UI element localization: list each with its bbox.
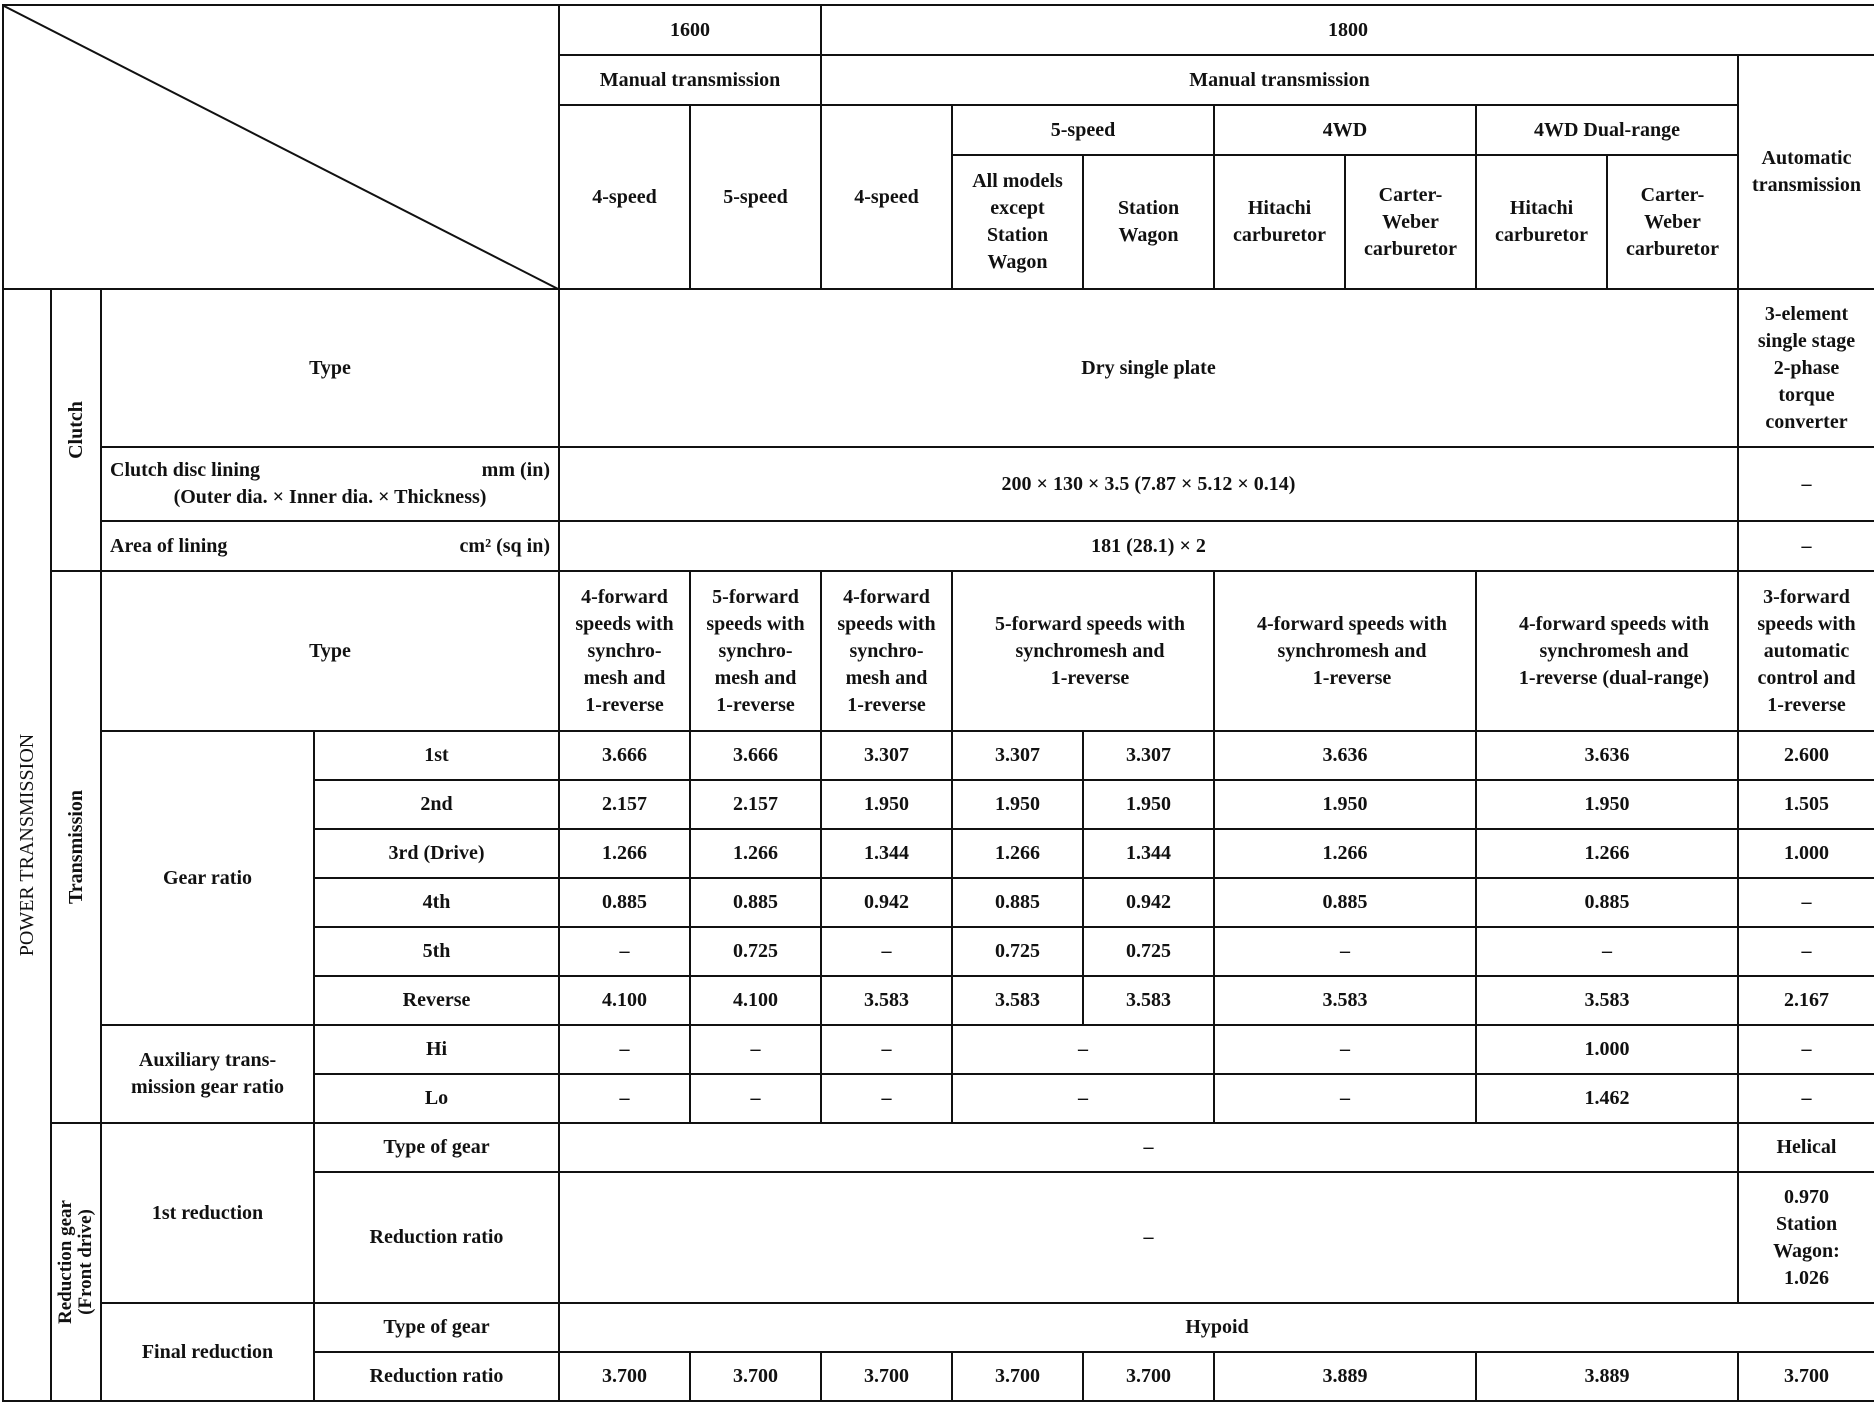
final-ratio-value: 3.700 (690, 1352, 821, 1401)
trans-type-5: 4-forward speeds with synchromesh and 1-reverse (1214, 571, 1476, 731)
gear-value: 3.666 (690, 731, 821, 780)
gear-value: 2.157 (690, 780, 821, 829)
trans-type-3: 4-forward speeds with synchro- mesh and 1-reverse (821, 571, 952, 731)
trans-type-6: 4-forward speeds with synchromesh and 1-reverse (dual-range) (1476, 571, 1738, 731)
final-ratio-value: 3.700 (952, 1352, 1083, 1401)
final-type-value: Hypoid (559, 1303, 1874, 1352)
aux-value: – (952, 1074, 1214, 1123)
gear-value: 0.942 (1083, 878, 1214, 927)
gear-value: 1.950 (1476, 780, 1738, 829)
clutch-type-label: Type (101, 289, 559, 447)
trans-type-1: 4-forward speeds with synchro- mesh and 1-reverse (559, 571, 690, 731)
first-reduction-label: 1st reduction (101, 1123, 314, 1303)
aux-value: – (821, 1025, 952, 1074)
final-ratio-value: 3.700 (559, 1352, 690, 1401)
gear-value: 4.100 (559, 976, 690, 1025)
gear-value: 1.950 (952, 780, 1083, 829)
aux-value: 1.000 (1476, 1025, 1738, 1074)
gear-value: 3.583 (1083, 976, 1214, 1025)
gear-value: 0.725 (1083, 927, 1214, 976)
gear-value: 1.266 (559, 829, 690, 878)
gear-value: 3.666 (559, 731, 690, 780)
header-col-4: All models except Station Wagon (952, 155, 1083, 289)
gear-value: 2.167 (1738, 976, 1874, 1025)
gear-value: 1.950 (1083, 780, 1214, 829)
area-lining-label (101, 521, 559, 571)
header-1800-manual: Manual transmission (821, 55, 1738, 105)
header-col-7: Carter-Weber carburetor (1345, 155, 1476, 289)
header-1800: 1800 (821, 5, 1874, 55)
gear-value: 4.100 (690, 976, 821, 1025)
gear-value: 3.636 (1476, 731, 1738, 780)
gear-value: 0.725 (952, 927, 1083, 976)
diagonal-line-icon (4, 6, 560, 290)
spec-table-wrapper (2, 4, 1874, 1402)
area-lining-unit: cm² (sq in) (459, 534, 550, 557)
gear-value: 0.885 (690, 878, 821, 927)
trans-type-label: Type (101, 571, 559, 731)
power-transmission-spec-table (2, 4, 1874, 1402)
clutch-type-value: Dry single plate (559, 289, 1738, 447)
gear-value: 0.885 (1476, 878, 1738, 927)
power-transmission-text: POWER TRANSMISSION (16, 733, 38, 957)
clutch-group (51, 289, 101, 571)
final-type-of-gear-label: Type of gear (314, 1303, 559, 1352)
clutch-disc-label (101, 447, 559, 521)
gear-value: 3.307 (1083, 731, 1214, 780)
gear-value: 1.505 (1738, 780, 1874, 829)
gear-ratio-label: Gear ratio (101, 731, 314, 1025)
final-ratio-value: 3.889 (1476, 1352, 1738, 1401)
gear-value: – (821, 927, 952, 976)
gear-value: – (1476, 927, 1738, 976)
header-4wd: 4WD (1214, 105, 1476, 155)
first-reduction-ratio-label: Reduction ratio (314, 1172, 559, 1303)
trans-type-2: 5-forward speeds with synchro- mesh and 1-reverse (690, 571, 821, 731)
header-automatic: Automatic transmission (1738, 55, 1874, 289)
gear-value: 1.000 (1738, 829, 1874, 878)
aux-label-hi: Hi (314, 1025, 559, 1074)
header-col-9: Carter-Weber carburetor (1607, 155, 1738, 289)
area-lining-auto: – (1738, 521, 1874, 571)
gear-value: 3.307 (821, 731, 952, 780)
trans-type-4: 5-forward speeds with synchromesh and 1-reverse (952, 571, 1214, 731)
clutch-disc-value: 200 × 130 × 3.5 (7.87 × 5.12 × 0.14) (559, 447, 1738, 521)
header-col-8: Hitachi carburetor (1476, 155, 1607, 289)
header-corner (3, 5, 559, 289)
transmission-group-text: Transmission (65, 789, 87, 905)
gear-label-reverse: Reverse (314, 976, 559, 1025)
gear-value: 2.157 (559, 780, 690, 829)
final-ratio-value: 3.700 (821, 1352, 952, 1401)
header-5speed: 5-speed (952, 105, 1214, 155)
transmission-group (51, 571, 101, 1123)
reduction-group (51, 1123, 101, 1401)
header-col-2: 5-speed (690, 105, 821, 289)
header-4wd-dual: 4WD Dual-range (1476, 105, 1738, 155)
gear-label-2nd: 2nd (314, 780, 559, 829)
aux-value: – (690, 1074, 821, 1123)
gear-value: 1.266 (1476, 829, 1738, 878)
gear-value: 1.950 (1214, 780, 1476, 829)
aux-value: – (559, 1025, 690, 1074)
final-ratio-value: 3.700 (1083, 1352, 1214, 1401)
gear-value: 0.942 (821, 878, 952, 927)
gear-value: 3.583 (1476, 976, 1738, 1025)
gear-value: 3.583 (952, 976, 1083, 1025)
gear-value: 2.600 (1738, 731, 1874, 780)
gear-label-3rd: 3rd (Drive) (314, 829, 559, 878)
first-ratio-auto: 0.970 Station Wagon: 1.026 (1738, 1172, 1874, 1303)
header-1600: 1600 (559, 5, 821, 55)
aux-value: – (1738, 1025, 1874, 1074)
gear-label-1st: 1st (314, 731, 559, 780)
first-type-auto: Helical (1738, 1123, 1874, 1172)
gear-value: 1.266 (1214, 829, 1476, 878)
header-col-3: 4-speed (821, 105, 952, 289)
gear-value: – (1738, 927, 1874, 976)
aux-ratio-label: Auxiliary trans- mission gear ratio (101, 1025, 314, 1123)
gear-value: 3.307 (952, 731, 1083, 780)
first-ratio-value: – (559, 1172, 1738, 1303)
first-type-value: – (559, 1123, 1738, 1172)
reduction-group-text: Reduction gear (Front drive) (55, 1200, 96, 1325)
area-lining-value: 181 (28.1) × 2 (559, 521, 1738, 571)
gear-label-5th: 5th (314, 927, 559, 976)
aux-value: – (1214, 1074, 1476, 1123)
final-ratio-value: 3.889 (1214, 1352, 1476, 1401)
clutch-type-auto: 3-element single stage 2-phase torque converter (1738, 289, 1874, 447)
header-col-1: 4-speed (559, 105, 690, 289)
aux-value: – (559, 1074, 690, 1123)
gear-value: 1.344 (1083, 829, 1214, 878)
gear-value: 1.950 (821, 780, 952, 829)
area-lining-label-text: Area of lining (110, 534, 228, 557)
gear-value: – (1214, 927, 1476, 976)
power-transmission-label (3, 289, 51, 1401)
aux-label-lo: Lo (314, 1074, 559, 1123)
clutch-disc-label-text: Clutch disc lining (110, 459, 261, 481)
gear-value: 1.266 (952, 829, 1083, 878)
gear-label-4th: 4th (314, 878, 559, 927)
header-col-6: Hitachi carburetor (1214, 155, 1345, 289)
gear-value: – (1738, 878, 1874, 927)
gear-value: 0.725 (690, 927, 821, 976)
aux-value: 1.462 (1476, 1074, 1738, 1123)
first-type-of-gear-label: Type of gear (314, 1123, 559, 1172)
aux-value: – (821, 1074, 952, 1123)
header-col-5: Station Wagon (1083, 155, 1214, 289)
clutch-disc-label-sub: (Outer dia. × Inner dia. × Thickness) (173, 486, 487, 508)
gear-value: 1.344 (821, 829, 952, 878)
gear-value: 1.266 (690, 829, 821, 878)
aux-value: – (1214, 1025, 1476, 1074)
clutch-group-text: Clutch (65, 401, 87, 459)
gear-value: 3.636 (1214, 731, 1476, 780)
aux-value: – (952, 1025, 1214, 1074)
final-reduction-ratio-label: Reduction ratio (314, 1352, 559, 1401)
gear-value: 0.885 (952, 878, 1083, 927)
gear-value: – (559, 927, 690, 976)
header-1600-manual: Manual transmission (559, 55, 821, 105)
trans-type-7: 3-forward speeds with automatic control and 1-reverse (1738, 571, 1874, 731)
aux-value: – (1738, 1074, 1874, 1123)
aux-value: – (690, 1025, 821, 1074)
gear-value: 3.583 (1214, 976, 1476, 1025)
clutch-disc-unit: mm (in) (481, 459, 550, 481)
gear-value: 3.583 (821, 976, 952, 1025)
gear-value: 0.885 (1214, 878, 1476, 927)
final-ratio-value: 3.700 (1738, 1352, 1874, 1401)
gear-value: 0.885 (559, 878, 690, 927)
clutch-disc-auto: – (1738, 447, 1874, 521)
final-reduction-label: Final reduction (101, 1303, 314, 1401)
